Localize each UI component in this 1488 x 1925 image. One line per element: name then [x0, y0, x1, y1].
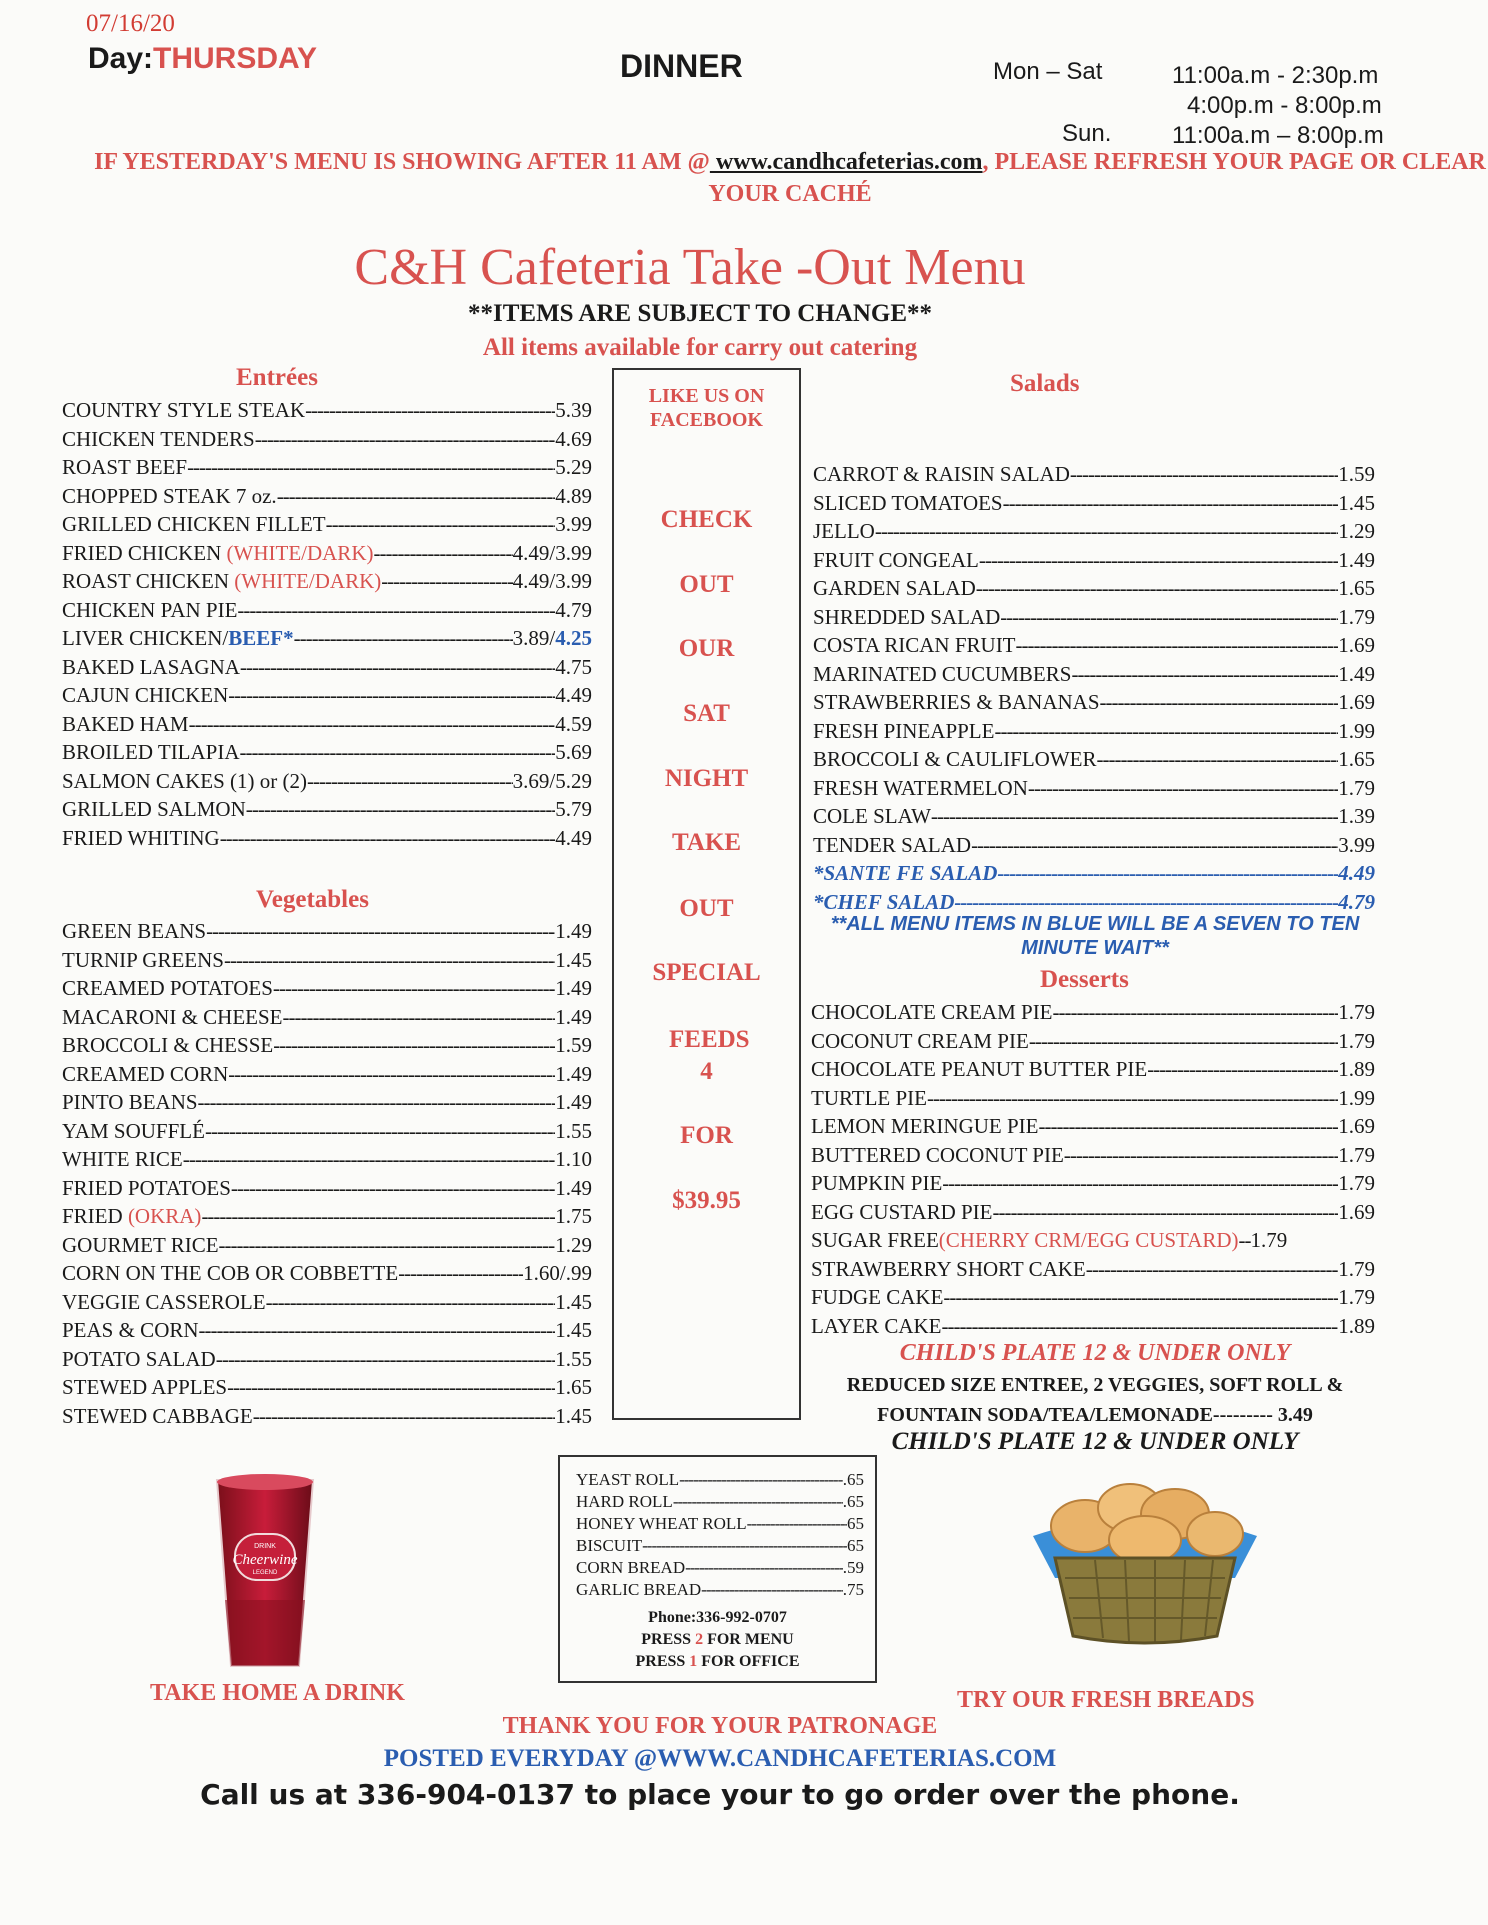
vegetables-heading: Vegetables — [256, 886, 369, 913]
list-item: LEMON MERINGUE PIE ----- 1.69 — [811, 1112, 1375, 1141]
list-item: JELLO ----- 1.29 — [813, 517, 1375, 546]
phone-info — [560, 1607, 875, 1673]
wait-note: **ALL MENU ITEMS IN BLUE WILL BE A SEVEN TO TEN MINUTE WAIT** — [830, 913, 1360, 959]
hours-days-3: Sun. — [1062, 120, 1112, 147]
website-link[interactable]: www.candhcafeterias.com — [709, 149, 983, 175]
cheerwine-drink-image — [165, 1470, 365, 1670]
list-item: FUDGE CAKE ----- 1.79 — [811, 1283, 1375, 1312]
press-office: PRESS 1 FOR OFFICE — [635, 1653, 800, 1670]
meal-heading: DINNER — [620, 48, 743, 84]
promo-word: CHECK — [660, 506, 753, 533]
list-item: ROAST CHICKEN (WHITE/DARK) ----- 4.49/3.99 — [62, 567, 592, 596]
list-item: FRESH WATERMELON ----- 1.79 — [813, 774, 1375, 803]
list-item: GREEN BEANS ----- 1.49 — [62, 917, 592, 946]
entrees-heading: Entrées — [236, 364, 318, 391]
bread-basket-image — [1025, 1478, 1265, 1648]
promo-word: FOR — [680, 1122, 733, 1149]
list-item: FRIED CHICKEN (WHITE/DARK) ----- 4.49/3.99 — [62, 539, 592, 568]
list-item: GARLIC BREAD ----- .75 — [576, 1579, 864, 1601]
phone-number[interactable]: Phone:336-992-0707 — [648, 1609, 787, 1626]
desserts-heading: Desserts — [1040, 966, 1129, 993]
list-item-blue: *CHEF SALAD ----- 4.79 — [813, 888, 1375, 917]
hours-time-3: 11:00a.m – 8:00p.m — [1172, 122, 1384, 149]
list-item: CARROT & RAISIN SALAD ----- 1.59 — [813, 460, 1375, 489]
vegetables-list — [62, 917, 592, 1430]
list-item: BROILED TILAPIA ----- 5.69 — [62, 738, 592, 767]
call-to-order: Call us at 336-904-0137 to place your to go order over the phone. — [200, 1778, 1240, 1811]
list-item-blue: *SANTE FE SALAD ----- 4.49 — [813, 859, 1375, 888]
day-heading — [88, 42, 317, 76]
list-item: GRILLED SALMON ----- 5.79 — [62, 795, 592, 824]
list-item: SALMON CAKES (1) or (2) ----- 3.69/5.29 — [62, 767, 592, 796]
list-item: CHICKEN TENDERS ----- 4.69 — [62, 425, 592, 454]
thank-you-note: THANK YOU FOR YOUR PATRONAGE — [502, 1713, 938, 1739]
list-item: GARDEN SALAD ----- 1.65 — [813, 574, 1375, 603]
hours-time-2: 4:00p.m - 8:00p.m — [1187, 92, 1382, 119]
list-item: STEWED CABBAGE ----- 1.45 — [62, 1402, 592, 1431]
promo-word: NIGHT — [664, 765, 749, 792]
list-item: PEAS & CORN ----- 1.45 — [62, 1316, 592, 1345]
list-item: BROCCOLI & CAULIFLOWER ----- 1.65 — [813, 745, 1375, 774]
desserts-list — [811, 998, 1375, 1340]
list-item: CREAMED POTATOES ----- 1.49 — [62, 974, 592, 1003]
list-item: SUGAR FREE(CHERRY CRM/EGG CUSTARD) ----- 1.79 — [811, 1226, 1375, 1255]
promo-word: TAKE — [672, 829, 741, 856]
child-plate-line2: FOUNTAIN SODA/TEA/LEMONADE--------- 3.49 — [877, 1404, 1313, 1426]
promo-word: SAT — [683, 700, 730, 727]
list-item: MARINATED CUCUMBERS ----- 1.49 — [813, 660, 1375, 689]
list-item: CAJUN CHICKEN ----- 4.49 — [62, 681, 592, 710]
list-item: FRUIT CONGEAL ----- 1.49 — [813, 546, 1375, 575]
entrees-list — [62, 396, 592, 852]
facebook-promo-box — [612, 368, 801, 1420]
cup-brand-text: Cheerwine — [232, 1552, 298, 1568]
list-item: HARD ROLL ----- .65 — [576, 1491, 864, 1513]
list-item: YEAST ROLL ----- .65 — [576, 1469, 864, 1491]
promo-word: SPECIAL — [652, 959, 761, 986]
press-menu: PRESS 2 FOR MENU — [641, 1631, 794, 1648]
fresh-breads-label: TRY OUR FRESH BREADS — [957, 1687, 1255, 1713]
salads-list — [813, 460, 1375, 916]
menu-date: 07/16/20 — [86, 10, 175, 37]
day-label: Day: — [88, 42, 154, 75]
promo-word: FEEDS 4 — [669, 1026, 750, 1085]
notice-post: , PLEASE REFRESH YOUR PAGE OR CLEAR YOUR CACHÉ — [708, 149, 1486, 207]
list-item: COCONUT CREAM PIE ----- 1.79 — [811, 1027, 1375, 1056]
list-item: CREAMED CORN ----- 1.49 — [62, 1060, 592, 1089]
notice-pre: IF YESTERDAY'S MENU IS SHOWING AFTER 11 AM @ — [94, 149, 710, 175]
list-item: BAKED HAM ----- 4.59 — [62, 710, 592, 739]
child-plate-heading: CHILD'S PLATE 12 & UNDER ONLY — [899, 1340, 1291, 1366]
list-item: PUMPKIN PIE ----- 1.79 — [811, 1169, 1375, 1198]
list-item: CHOPPED STEAK 7 oz. ----- 4.89 — [62, 482, 592, 511]
list-item: STRAWBERRY SHORT CAKE ----- 1.79 — [811, 1255, 1375, 1284]
child-plate-line1: REDUCED SIZE ENTREE, 2 VEGGIES, SOFT ROLL & — [846, 1374, 1344, 1396]
list-item: SHREDDED SALAD ----- 1.79 — [813, 603, 1375, 632]
bread-basket-icon — [1025, 1478, 1265, 1648]
child-plate-footer: CHILD'S PLATE 12 & UNDER ONLY — [891, 1428, 1299, 1455]
breads-list — [576, 1469, 864, 1601]
list-item: COUNTRY STYLE STEAK ----- 5.39 — [62, 396, 592, 425]
list-item: BAKED LASAGNA ----- 4.75 — [62, 653, 592, 682]
list-item: CORN BREAD ----- .59 — [576, 1557, 864, 1579]
list-item: COLE SLAW ----- 1.39 — [813, 802, 1375, 831]
list-item: TENDER SALAD ----- 3.99 — [813, 831, 1375, 860]
refresh-notice — [90, 146, 1488, 210]
posted-everyday-link[interactable]: POSTED EVERYDAY @WWW.CANDHCAFETERIAS.COM — [383, 1745, 1057, 1772]
cup-top-text: DRINK — [254, 1543, 276, 1550]
menu-title: C&H Cafeteria Take -Out Menu — [354, 239, 1026, 296]
list-item: MACARONI & CHEESE ----- 1.49 — [62, 1003, 592, 1032]
list-item: FRIED POTATOES ----- 1.49 — [62, 1174, 592, 1203]
list-item: PINTO BEANS ----- 1.49 — [62, 1088, 592, 1117]
list-item: BISCUIT ----- 65 — [576, 1535, 864, 1557]
child-plate-description — [810, 1370, 1380, 1430]
hours-days-1: Mon – Sat — [993, 58, 1103, 85]
list-item: TURTLE PIE ----- 1.99 — [811, 1084, 1375, 1113]
list-item: FRIED WHITING ----- 4.49 — [62, 824, 592, 853]
like-us-on-facebook[interactable]: LIKE US ON FACEBOOK — [648, 385, 765, 431]
list-item: GOURMET RICE ----- 1.29 — [62, 1231, 592, 1260]
list-item: LAYER CAKE ----- 1.89 — [811, 1312, 1375, 1341]
list-item: CORN ON THE COB OR COBBETTE ----- 1.60/.99 — [62, 1259, 592, 1288]
list-item: EGG CUSTARD PIE ----- 1.69 — [811, 1198, 1375, 1227]
cup-bottom-text: LEGEND — [252, 1570, 278, 1576]
list-item: LIVER CHICKEN/BEEF* ----- 3.89/4.25 — [62, 624, 592, 653]
subject-to-change: **ITEMS ARE SUBJECT TO CHANGE** — [467, 300, 932, 327]
hours-time-1: 11:00a.m - 2:30p.m — [1172, 62, 1379, 89]
list-item: WHITE RICE ----- 1.10 — [62, 1145, 592, 1174]
drink-cup-icon — [165, 1470, 365, 1670]
promo-price: $39.95 — [672, 1187, 741, 1214]
breads-box — [558, 1455, 877, 1683]
list-item: CHOCOLATE PEANUT BUTTER PIE ----- 1.89 — [811, 1055, 1375, 1084]
list-item: ROAST BEEF ----- 5.29 — [62, 453, 592, 482]
promo-word: OUT — [679, 571, 734, 598]
list-item: VEGGIE CASSEROLE ----- 1.45 — [62, 1288, 592, 1317]
list-item: COSTA RICAN FRUIT ----- 1.69 — [813, 631, 1375, 660]
list-item: STRAWBERRIES & BANANAS ----- 1.69 — [813, 688, 1375, 717]
list-item: YAM SOUFFLÉ ----- 1.55 — [62, 1117, 592, 1146]
list-item: HONEY WHEAT ROLL ----- 65 — [576, 1513, 864, 1535]
promo-word: OUR — [678, 635, 735, 662]
list-item: CHOCOLATE CREAM PIE ----- 1.79 — [811, 998, 1375, 1027]
take-home-drink-label: TAKE HOME A DRINK — [150, 1680, 405, 1706]
list-item: SLICED TOMATOES ----- 1.45 — [813, 489, 1375, 518]
list-item: STEWED APPLES ----- 1.65 — [62, 1373, 592, 1402]
list-item: POTATO SALAD ----- 1.55 — [62, 1345, 592, 1374]
list-item: TURNIP GREENS ----- 1.45 — [62, 946, 592, 975]
salads-heading: Salads — [1010, 370, 1080, 397]
carry-out-note: All items available for carry out catering — [482, 334, 918, 361]
list-item: GRILLED CHICKEN FILLET ----- 3.99 — [62, 510, 592, 539]
list-item: BROCCOLI & CHESSE ----- 1.59 — [62, 1031, 592, 1060]
list-item: CHICKEN PAN PIE ----- 4.79 — [62, 596, 592, 625]
day-value: THURSDAY — [153, 42, 317, 75]
list-item: BUTTERED COCONUT PIE ----- 1.79 — [811, 1141, 1375, 1170]
list-item: FRIED (OKRA) ----- 1.75 — [62, 1202, 592, 1231]
promo-word: OUT — [679, 895, 734, 922]
list-item: FRESH PINEAPPLE ----- 1.99 — [813, 717, 1375, 746]
